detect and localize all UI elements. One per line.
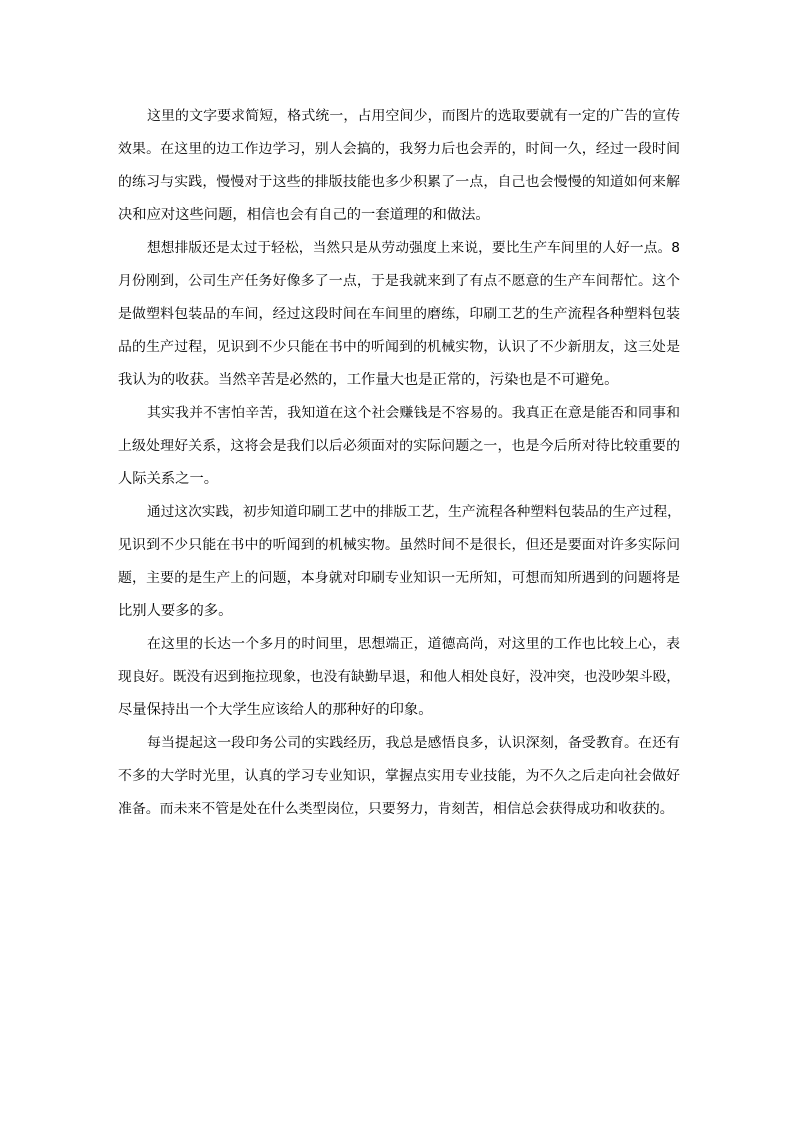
paragraph-line: 人际关系之一。: [118, 471, 219, 487]
paragraph-line: 决和应对这些问题，相信也会有自己的一套道理的和做法。: [118, 207, 490, 223]
paragraph-line: 这里的文字要求简短，格式统一，占用空间少，而图片的选取要就有一定的广告的宣传: [147, 108, 680, 124]
paragraph-line: 通过这次实践，初步知道印刷工艺中的排版工艺，生产流程各种塑料包装品的生产过程，: [147, 504, 681, 520]
paragraph-4: [118, 496, 680, 628]
paragraph-line: 品的生产过程，见识到不少只能在书中的听闻到的机械实物，认识了不少新朋友，这三处是: [118, 339, 680, 355]
paragraph-line: 上级处理好关系，这将会是我们以后必须面对的实际问题之一，也是今后所对待比较重要的: [118, 438, 680, 454]
paragraph-1: [118, 100, 680, 232]
document-body: [118, 100, 680, 826]
paragraph-line: 现良好。既没有迟到拖拉现象，也没有缺勤早退，和他人相处良好，没冲突，也没吵架斗殴，: [118, 669, 680, 685]
paragraph-line: 效果。在这里的边工作边学习，别人会搞的，我努力后也会弄的，时间一久，经过一段时间: [118, 141, 680, 157]
paragraph-5: [118, 628, 680, 727]
paragraph-line: 在这里的长达一个多月的时间里，思想端正，道德高尚，对这里的工作也比较上心，表: [147, 636, 680, 652]
paragraph-2: [118, 232, 680, 397]
paragraph-line: 想想排版还是太过于轻松，当然只是从劳动强度上来说，要比生产车间里的人好一点。8: [147, 240, 680, 256]
paragraph-line: 比别人要多的多。: [118, 603, 233, 619]
paragraph-line: 月份刚到，公司生产任务好像多了一点，于是我就来到了有点不愿意的生产车间帮忙。这个: [118, 273, 680, 289]
paragraph-line: 不多的大学时光里，认真的学习专业知识，掌握点实用专业技能，为不久之后走向社会做好: [118, 768, 680, 784]
paragraph-line: 见识到不少只能在书中的听闻到的机械实物。虽然时间不是很长，但还是要面对许多实际问: [118, 537, 680, 553]
paragraph-line: 每当提起这一段印务公司的实践经历，我总是感悟良多，认识深刻，备受教育。在还有: [147, 735, 680, 751]
paragraph-3: [118, 397, 680, 496]
paragraph-line: 尽量保持出一个大学生应该给人的那种好的印象。: [118, 702, 433, 718]
paragraph-6: [118, 727, 680, 826]
paragraph-line: 是做塑料包装品的车间，经过这段时间在车间里的磨练，印刷工艺的生产流程各种塑料包装: [118, 306, 680, 322]
paragraph-line: 准备。而未来不管是处在什么类型岗位，只要努力，肯刻苦，相信总会获得成功和收获的。: [118, 801, 674, 817]
paragraph-line: 我认为的收获。当然辛苦是必然的，工作量大也是正常的，污染也是不可避免。: [118, 372, 619, 388]
paragraph-line: 题，主要的是生产上的问题，本身就对印刷专业知识一无所知，可想而知所遇到的问题将是: [118, 570, 680, 586]
paragraph-line: 的练习与实践，慢慢对于这些的排版技能也多少积累了一点，自己也会慢慢的知道如何来解: [118, 174, 680, 190]
paragraph-line: 其实我并不害怕辛苦，我知道在这个社会赚钱是不容易的。我真正在意是能否和同事和: [147, 405, 680, 421]
